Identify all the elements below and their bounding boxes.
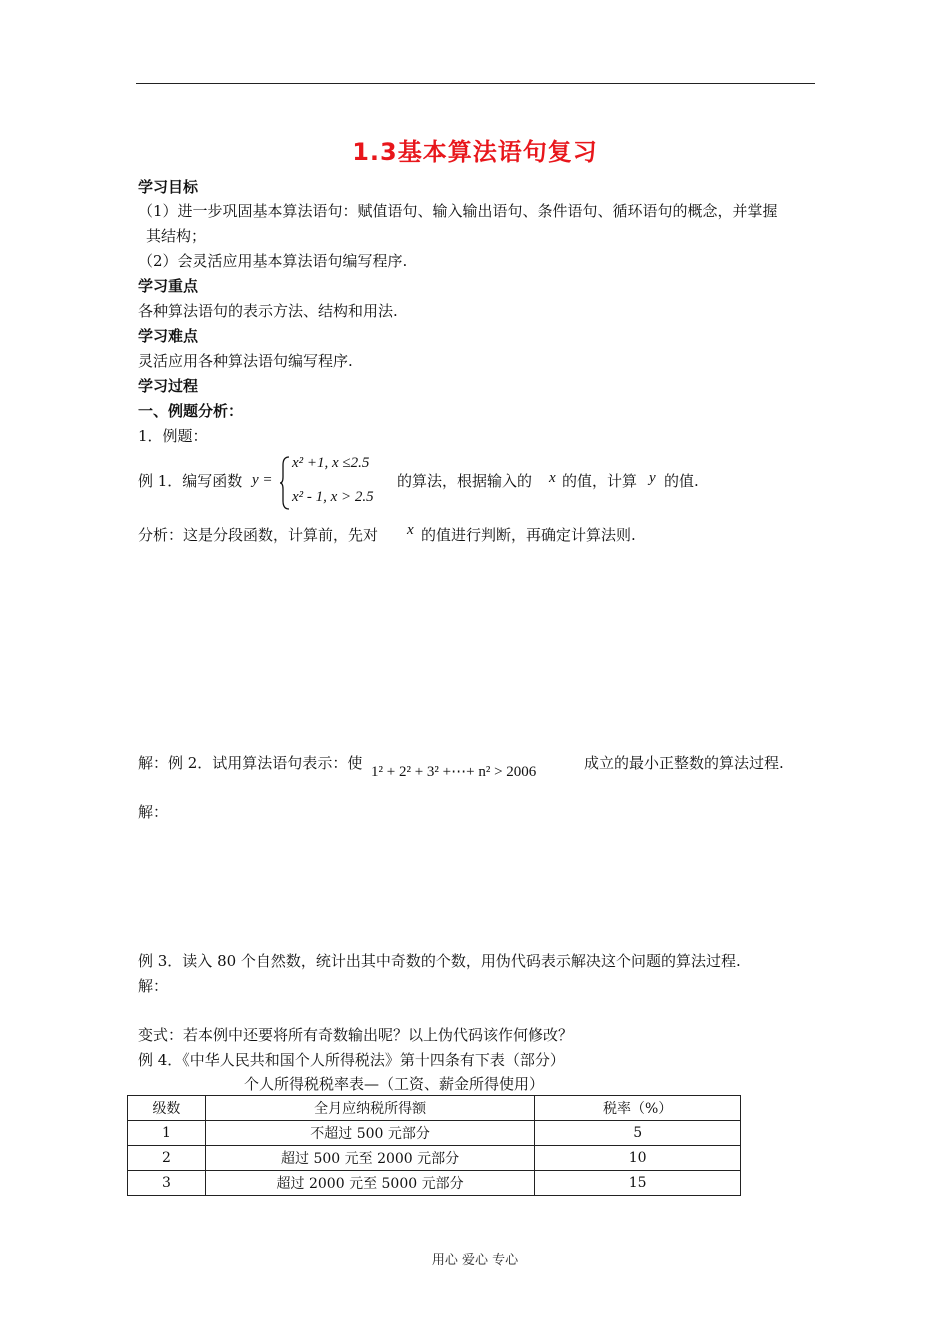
example1-case1: x² +1, x ≤2.5 <box>292 455 370 471</box>
difficulty-text: 灵活应用各种算法语句编写程序. <box>138 352 353 370</box>
example1-case2: x² - 1, x > 2.5 <box>292 489 374 505</box>
table-header-cell: 全月应纳税所得额 <box>205 1096 534 1121</box>
table-cell: 5 <box>535 1121 741 1146</box>
example1-suffix-c: 的值. <box>664 472 699 490</box>
table-caption: 个人所得税税率表—（工资、薪金所得使用） <box>244 1075 545 1093</box>
page-footer: 用心 爱心 专心 <box>431 1253 519 1268</box>
table-cell: 3 <box>128 1171 206 1196</box>
goal-item-1-cont: 其结构； <box>146 227 207 245</box>
example1-prefix: 例 1．编写函数 <box>138 472 243 490</box>
example1-suffix-b: 的值，计算 <box>562 472 638 490</box>
example1-var-y: y <box>649 470 656 486</box>
analysis-b: 的值进行判断，再确定计算法则. <box>421 526 636 544</box>
difficulty-heading: 学习难点 <box>138 327 199 345</box>
analysis-a: 分析：这是分段函数，计算前，先对 <box>138 526 379 544</box>
example3-variant: 变式：若本例中还要将所有奇数输出呢？以上伪代码该作何修改？ <box>138 1026 574 1044</box>
goal-heading: 学习目标 <box>138 178 199 196</box>
part1-heading: 一、例题分析： <box>138 402 244 420</box>
example2-prefix: 解：例 2．试用算法语句表示：使 <box>138 754 363 772</box>
goal-item-1: （1）进一步巩固基本算法语句：赋值语句、输入输出语句、条件语句、循环语句的概念，并掌握 <box>138 202 778 220</box>
process-heading: 学习过程 <box>138 377 199 395</box>
goal-item-2: （2）会灵活应用基本算法语句编写程序. <box>138 252 408 270</box>
table-cell: 不超过 500 元部分 <box>205 1121 534 1146</box>
example3-answer-label: 解： <box>138 977 169 995</box>
tax-rate-table <box>127 1095 741 1196</box>
example3-text: 例 3．读入 80 个自然数，统计出其中奇数的个数，用伪代码表示解决这个问题的算法过程. <box>138 952 741 970</box>
focus-heading: 学习重点 <box>138 277 199 295</box>
analysis-var-x: x <box>407 522 414 538</box>
table-row <box>128 1171 741 1196</box>
example4-text: 例 4．《中华人民共和国个人所得税法》第十四条有下表（部分） <box>138 1051 565 1069</box>
example1-var-x: x <box>549 470 556 486</box>
table-cell: 10 <box>535 1146 741 1171</box>
table-cell: 超过 2000 元至 5000 元部分 <box>205 1171 534 1196</box>
brace-icon <box>279 455 291 511</box>
example2-suffix: 成立的最小正整数的算法过程. <box>584 754 784 772</box>
example1-func-lhs: y = <box>252 472 273 488</box>
example1-suffix-a: 的算法，根据输入的 <box>397 472 533 490</box>
table-cell: 15 <box>535 1171 741 1196</box>
table-header-cell: 级数 <box>128 1096 206 1121</box>
table-cell: 1 <box>128 1121 206 1146</box>
table-header-row <box>128 1096 741 1121</box>
example2-answer-label: 解： <box>138 803 169 821</box>
page-title: 1.3基本算法语句复习 <box>352 138 598 166</box>
header-rule <box>136 83 815 84</box>
table-cell: 超过 500 元至 2000 元部分 <box>205 1146 534 1171</box>
table-row <box>128 1121 741 1146</box>
example2-formula: 1² + 2² + 3² +⋯+ n² > 2006 <box>371 764 537 780</box>
table-header-cell: 税率（%） <box>535 1096 741 1121</box>
examples-label: 1．例题： <box>138 427 208 445</box>
table-cell: 2 <box>128 1146 206 1171</box>
table-row <box>128 1146 741 1171</box>
focus-text: 各种算法语句的表示方法、结构和用法. <box>138 302 398 320</box>
